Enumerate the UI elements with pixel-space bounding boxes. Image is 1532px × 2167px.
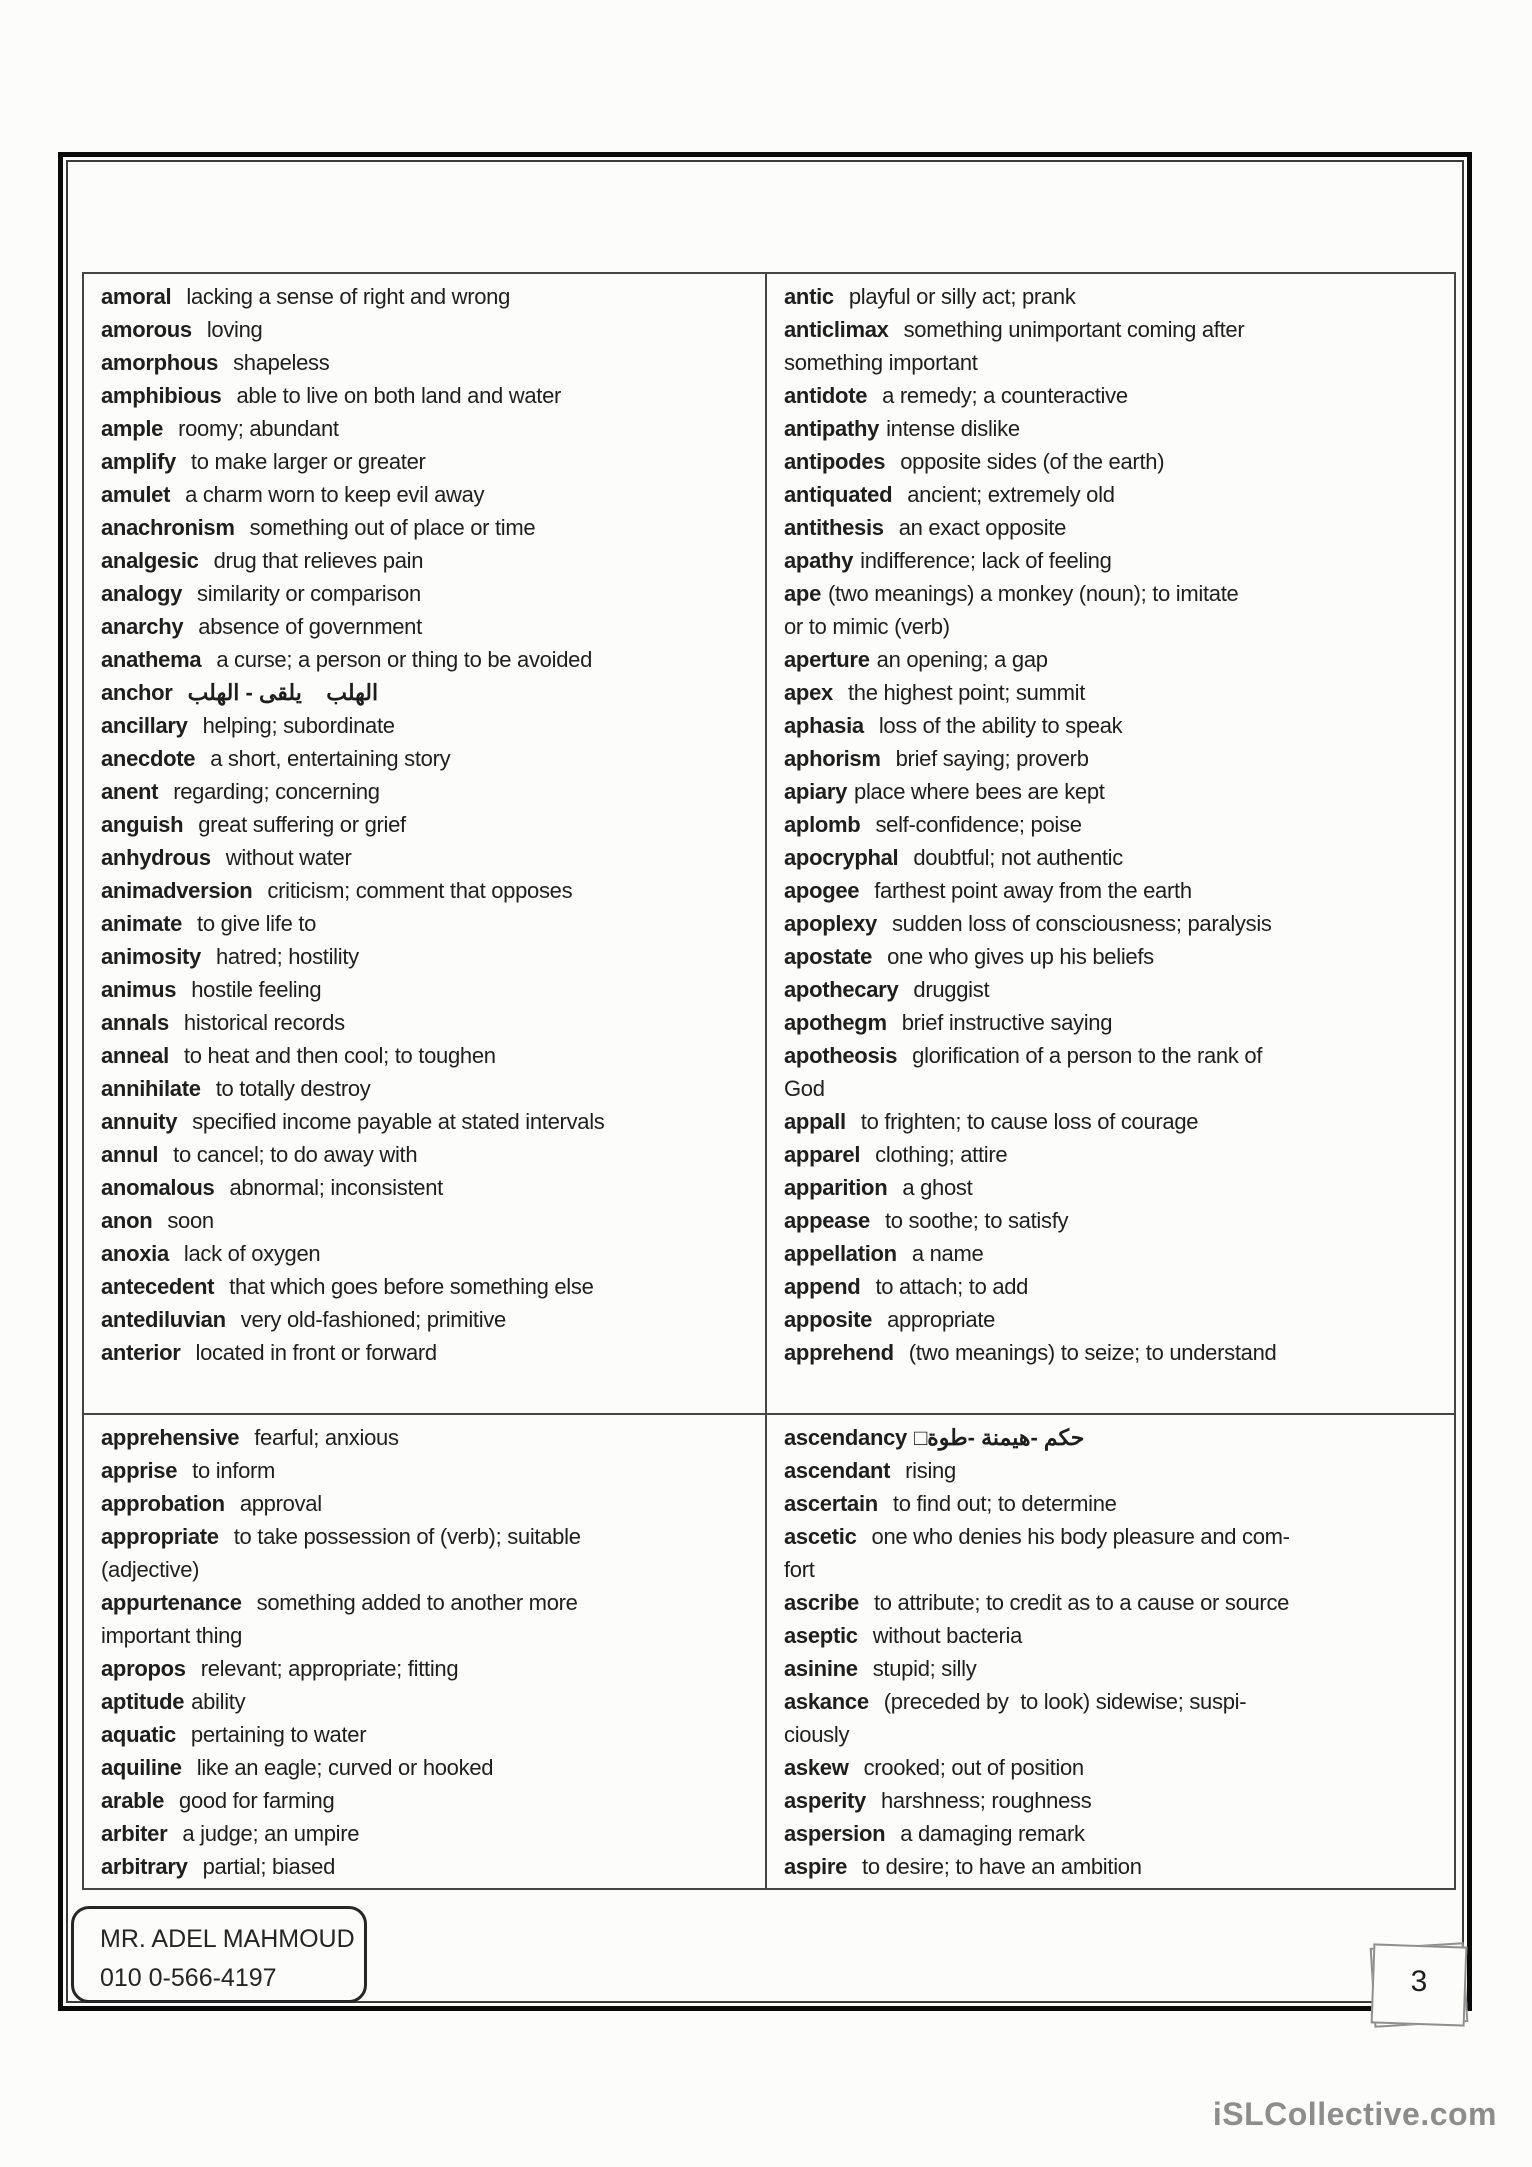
vocab-entry xyxy=(101,643,757,676)
headword: aperture xyxy=(784,647,870,672)
definition: roomy; abundant xyxy=(178,416,339,441)
headword: anchor xyxy=(101,680,173,705)
definition: abnormal; inconsistent xyxy=(229,1175,443,1200)
vocab-entry xyxy=(784,1303,1446,1336)
vocab-entry xyxy=(101,1454,757,1487)
definition: sudden loss of consciousness; paralysis xyxy=(891,911,1272,936)
footer-credit-box xyxy=(71,1906,367,2003)
headword: askew xyxy=(784,1755,849,1780)
definition: (two meanings) to seize; to understand xyxy=(908,1340,1277,1365)
definition-continuation: ciously xyxy=(784,1722,850,1747)
definition: located in front or forward xyxy=(195,1340,437,1365)
definition: to inform xyxy=(192,1458,276,1483)
vocab-entry xyxy=(784,478,1446,511)
headword: apothecary xyxy=(784,977,899,1002)
headword: apprise xyxy=(101,1458,178,1483)
headword: arable xyxy=(101,1788,165,1813)
vocab-entry xyxy=(101,1204,757,1237)
definition: stupid; silly xyxy=(872,1656,977,1681)
headword: ascendant xyxy=(784,1458,891,1483)
vocab-entry xyxy=(784,874,1446,907)
headword: ascendancy xyxy=(784,1425,907,1450)
vocab-entry xyxy=(101,1270,757,1303)
headword: ample xyxy=(101,416,164,441)
definition: great suffering or grief xyxy=(198,812,406,837)
headword: anent xyxy=(101,779,159,804)
headword: appellation xyxy=(784,1241,897,1266)
definition: one who gives up his beliefs xyxy=(887,944,1154,969)
vocab-entry xyxy=(101,676,757,709)
vocab-entry xyxy=(101,874,757,907)
definition: shapeless xyxy=(233,350,330,375)
definition: hatred; hostility xyxy=(216,944,359,969)
section-2-right-column xyxy=(767,1415,1454,1888)
headword: apoplexy xyxy=(784,911,877,936)
definition: loss of the ability to speak xyxy=(878,713,1123,738)
headword: aplomb xyxy=(784,812,861,837)
definition: an exact opposite xyxy=(898,515,1067,540)
definition: playful or silly act; prank xyxy=(848,284,1076,309)
definition: to desire; to have an ambition xyxy=(862,1854,1142,1879)
definition: drug that relieves pain xyxy=(213,548,424,573)
headword: arbiter xyxy=(101,1821,168,1846)
headword: analgesic xyxy=(101,548,199,573)
vocab-entry xyxy=(784,313,1446,346)
headword: apogee xyxy=(784,878,860,903)
vocab-entry xyxy=(784,709,1446,742)
definition: brief instructive saying xyxy=(901,1010,1113,1035)
section-1-left-column xyxy=(84,274,767,1415)
headword: antipodes xyxy=(784,449,886,474)
definition: ability xyxy=(191,1689,246,1714)
definition: soon xyxy=(167,1208,214,1233)
definition: a short, entertaining story xyxy=(210,746,451,771)
definition: ancient; extremely old xyxy=(907,482,1115,507)
definition: opposite sides (of the earth) xyxy=(900,449,1165,474)
definition-continuation: something important xyxy=(784,350,978,375)
headword: amorphous xyxy=(101,350,219,375)
definition: approval xyxy=(239,1491,322,1516)
vocab-entry xyxy=(101,1006,757,1039)
headword: apotheosis xyxy=(784,1043,898,1068)
vocab-entry xyxy=(101,1751,757,1784)
definition: good for farming xyxy=(179,1788,335,1813)
definition: that which goes before something else xyxy=(229,1274,594,1299)
definition-continuation: or to mimic (verb) xyxy=(784,614,950,639)
definition: a damaging remark xyxy=(900,1821,1085,1846)
headword: amplify xyxy=(101,449,176,474)
headword: apposite xyxy=(784,1307,873,1332)
vocab-entry xyxy=(784,1487,1446,1520)
definition-continuation: God xyxy=(784,1076,825,1101)
definition: to soothe; to satisfy xyxy=(884,1208,1069,1233)
vocab-entry xyxy=(101,841,757,874)
vocab-entry xyxy=(784,511,1446,544)
headword: apex xyxy=(784,680,833,705)
definition: to heat and then cool; to toughen xyxy=(183,1043,496,1068)
vocab-entry xyxy=(784,1039,1446,1072)
vocab-entry xyxy=(101,1171,757,1204)
vocab-entry xyxy=(784,940,1446,973)
headword: animadversion xyxy=(101,878,253,903)
headword: annals xyxy=(101,1010,169,1035)
definition: relevant; appropriate; fitting xyxy=(200,1656,459,1681)
headword: appurtenance xyxy=(101,1590,242,1615)
headword: amulet xyxy=(101,482,171,507)
vocab-entry xyxy=(101,544,757,577)
vocab-entry xyxy=(784,1138,1446,1171)
headword: appall xyxy=(784,1109,846,1134)
headword: antecedent xyxy=(101,1274,215,1299)
definition: a charm worn to keep evil away xyxy=(185,482,485,507)
definition: appropriate xyxy=(887,1307,996,1332)
definition: to attach; to add xyxy=(875,1274,1029,1299)
definition: to attribute; to credit as to a cause or source xyxy=(873,1590,1290,1615)
headword: antic xyxy=(784,284,834,309)
definition: druggist xyxy=(913,977,990,1002)
definition: (two meanings) a monkey (noun); to imitate xyxy=(828,581,1239,606)
headword: anon xyxy=(101,1208,153,1233)
headword: amorous xyxy=(101,317,192,342)
vocab-entry xyxy=(784,808,1446,841)
vocab-entry xyxy=(784,742,1446,775)
headword: apropos xyxy=(101,1656,186,1681)
headword: anachronism xyxy=(101,515,235,540)
definition: clothing; attire xyxy=(875,1142,1008,1167)
definition: rising xyxy=(905,1458,956,1483)
vocab-entry xyxy=(101,973,757,1006)
vocab-entry xyxy=(784,1850,1446,1883)
headword: anneal xyxy=(101,1043,169,1068)
headword: annihilate xyxy=(101,1076,201,1101)
headword: annul xyxy=(101,1142,159,1167)
vocab-entry xyxy=(784,973,1446,1006)
definition: farthest point away from the earth xyxy=(874,878,1192,903)
headword: ascertain xyxy=(784,1491,878,1516)
definition: glorification of a person to the rank of xyxy=(912,1043,1263,1068)
definition: lack of oxygen xyxy=(183,1241,321,1266)
vocab-entry xyxy=(101,709,757,742)
headword: anecdote xyxy=(101,746,196,771)
headword: approbation xyxy=(101,1491,225,1516)
vocab-entry xyxy=(101,1487,757,1520)
vocab-entry xyxy=(101,808,757,841)
headword: ancillary xyxy=(101,713,188,738)
vocab-entry xyxy=(101,1850,757,1883)
section-1-right-column xyxy=(767,274,1454,1415)
vocab-entry xyxy=(101,1237,757,1270)
headword: aphasia xyxy=(784,713,864,738)
vocab-entry xyxy=(784,1204,1446,1237)
definition: like an eagle; curved or hooked xyxy=(196,1755,494,1780)
vocab-entry xyxy=(784,544,1446,577)
vocab-entry xyxy=(784,841,1446,874)
vocab-entry xyxy=(101,280,757,313)
headword: aspersion xyxy=(784,1821,886,1846)
vocab-entry xyxy=(784,412,1446,445)
headword: antediluvian xyxy=(101,1307,226,1332)
headword: apocryphal xyxy=(784,845,899,870)
definition: harshness; roughness xyxy=(880,1788,1092,1813)
definition: without water xyxy=(225,845,352,870)
definition: to cancel; to do away with xyxy=(173,1142,418,1167)
headword: aspire xyxy=(784,1854,848,1879)
vocab-entry xyxy=(101,1685,757,1718)
vocab-entry xyxy=(784,1817,1446,1850)
vocab-entry xyxy=(784,280,1446,313)
vocab-entry xyxy=(784,445,1446,478)
author-phone: 010 0-566-4197 xyxy=(100,1964,277,1992)
headword: aquiline xyxy=(101,1755,182,1780)
vocab-entry xyxy=(101,742,757,775)
vocab-entry xyxy=(101,1138,757,1171)
arabic-gloss: حكم -هيمنة -طوة□ xyxy=(913,1425,1085,1450)
vocab-entry xyxy=(101,610,757,643)
vocab-entry xyxy=(101,775,757,808)
headword: apiary xyxy=(784,779,848,804)
headword: anticlimax xyxy=(784,317,889,342)
headword: anguish xyxy=(101,812,184,837)
headword: anomalous xyxy=(101,1175,215,1200)
headword: animate xyxy=(101,911,183,936)
headword: askance xyxy=(784,1689,869,1714)
headword: anterior xyxy=(101,1340,181,1365)
headword: antidote xyxy=(784,383,868,408)
definition: to take possession of (verb); suitable xyxy=(233,1524,581,1549)
vocab-entry xyxy=(784,1171,1446,1204)
headword: anathema xyxy=(101,647,202,672)
vocab-entry xyxy=(101,313,757,346)
definition-continuation: fort xyxy=(784,1557,815,1582)
definition: criticism; comment that opposes xyxy=(267,878,573,903)
headword: apothegm xyxy=(784,1010,887,1035)
headword: asperity xyxy=(784,1788,866,1813)
vocabulary-table xyxy=(82,272,1456,1890)
vocab-entry xyxy=(784,1270,1446,1303)
definition: something out of place or time xyxy=(249,515,536,540)
definition: (preceded by to look) sidewise; suspi- xyxy=(883,1689,1247,1714)
headword: apprehend xyxy=(784,1340,894,1365)
vocab-entry xyxy=(101,1105,757,1138)
definition: to give life to xyxy=(197,911,317,936)
vocab-entry xyxy=(784,1006,1446,1039)
vocab-entry xyxy=(101,412,757,445)
vocab-entry xyxy=(101,907,757,940)
definition: crooked; out of position xyxy=(863,1755,1084,1780)
definition: doubtful; not authentic xyxy=(913,845,1123,870)
definition: lacking a sense of right and wrong xyxy=(186,284,511,309)
definition: partial; biased xyxy=(202,1854,336,1879)
definition: similarity or comparison xyxy=(197,581,421,606)
definition: place where bees are kept xyxy=(854,779,1105,804)
vocab-entry xyxy=(101,1784,757,1817)
headword: apparition xyxy=(784,1175,888,1200)
headword: aphorism xyxy=(784,746,881,771)
headword: apostate xyxy=(784,944,873,969)
definition: self-confidence; poise xyxy=(875,812,1082,837)
definition: loving xyxy=(206,317,263,342)
vocab-entry xyxy=(101,1072,757,1105)
vocab-entry xyxy=(784,1784,1446,1817)
vocab-entry xyxy=(784,1586,1446,1619)
definition: one who denies his body pleasure and com- xyxy=(871,1524,1290,1549)
vocab-entry xyxy=(784,379,1446,412)
arabic-gloss: الهلب يلقى - الهلب xyxy=(187,680,379,705)
vocab-entry xyxy=(101,1586,757,1619)
headword: ascribe xyxy=(784,1590,859,1615)
headword: aquatic xyxy=(101,1722,176,1747)
page-number-badge xyxy=(1368,1941,1470,2029)
headword: aseptic xyxy=(784,1623,858,1648)
definition: a name xyxy=(911,1241,984,1266)
definition: hostile feeling xyxy=(191,977,322,1002)
definition: absence of government xyxy=(198,614,422,639)
definition: the highest point; summit xyxy=(847,680,1086,705)
headword: antipathy xyxy=(784,416,880,441)
definition: intense dislike xyxy=(886,416,1020,441)
vocab-entry xyxy=(101,1652,757,1685)
definition: brief saying; proverb xyxy=(895,746,1089,771)
vocab-entry xyxy=(784,1237,1446,1270)
definition: pertaining to water xyxy=(190,1722,367,1747)
headword: analogy xyxy=(101,581,183,606)
headword: asinine xyxy=(784,1656,858,1681)
vocab-entry xyxy=(101,1718,757,1751)
vocab-entry xyxy=(101,577,757,610)
vocab-entry xyxy=(784,1652,1446,1685)
definition: to totally destroy xyxy=(215,1076,371,1101)
vocab-entry xyxy=(101,511,757,544)
headword: arbitrary xyxy=(101,1854,188,1879)
vocab-entry xyxy=(784,676,1446,709)
definition: to frighten; to cause loss of courage xyxy=(860,1109,1199,1134)
vocab-entry xyxy=(784,577,1446,610)
definition: very old-fashioned; primitive xyxy=(240,1307,506,1332)
vocab-entry xyxy=(784,1751,1446,1784)
definition: something unimportant coming after xyxy=(903,317,1245,342)
definition: fearful; anxious xyxy=(254,1425,399,1450)
headword: annuity xyxy=(101,1109,178,1134)
definition: a judge; an umpire xyxy=(182,1821,360,1846)
headword: anarchy xyxy=(101,614,184,639)
vocab-entry xyxy=(784,1685,1446,1718)
definition-continuation: (adjective) xyxy=(101,1557,200,1582)
headword: antithesis xyxy=(784,515,884,540)
vocab-entry xyxy=(101,1303,757,1336)
definition: a ghost xyxy=(902,1175,973,1200)
vocab-entry xyxy=(784,1421,1446,1454)
headword: aptitude xyxy=(101,1689,185,1714)
headword: amoral xyxy=(101,284,172,309)
vocab-entry xyxy=(101,1421,757,1454)
vocab-entry xyxy=(784,643,1446,676)
headword: appease xyxy=(784,1208,870,1233)
headword: ape xyxy=(784,581,822,606)
section-2-left-column xyxy=(84,1415,767,1888)
vocab-entry xyxy=(784,775,1446,808)
definition: a curse; a person or thing to be avoided xyxy=(216,647,593,672)
watermark: iSLCollective.com xyxy=(1212,2096,1497,2132)
definition: to make larger or greater xyxy=(190,449,426,474)
headword: appropriate xyxy=(101,1524,219,1549)
vocab-entry xyxy=(784,1520,1446,1553)
definition: to find out; to determine xyxy=(892,1491,1117,1516)
vocab-entry xyxy=(101,940,757,973)
definition: historical records xyxy=(183,1010,345,1035)
vocab-entry xyxy=(784,907,1446,940)
definition: a remedy; a counteractive xyxy=(882,383,1128,408)
vocab-entry xyxy=(101,1336,757,1369)
headword: animus xyxy=(101,977,177,1002)
definition: an opening; a gap xyxy=(876,647,1048,672)
vocab-entry xyxy=(101,478,757,511)
headword: ascetic xyxy=(784,1524,857,1549)
vocab-entry xyxy=(784,1336,1446,1369)
headword: apathy xyxy=(784,548,854,573)
author-name: MR. ADEL MAHMOUD xyxy=(100,1925,355,1953)
vocab-entry xyxy=(784,1454,1446,1487)
headword: apprehensive xyxy=(101,1425,240,1450)
vocab-entry xyxy=(101,1039,757,1072)
definition: helping; subordinate xyxy=(202,713,395,738)
headword: apparel xyxy=(784,1142,861,1167)
definition: specified income payable at stated intervals xyxy=(192,1109,605,1134)
headword: anhydrous xyxy=(101,845,211,870)
vocab-entry xyxy=(101,346,757,379)
vocab-entry xyxy=(784,1619,1446,1652)
definition: indifference; lack of feeling xyxy=(860,548,1112,573)
definition: able to live on both land and water xyxy=(236,383,562,408)
definition: something added to another more xyxy=(256,1590,578,1615)
vocab-entry xyxy=(101,445,757,478)
vocab-entry xyxy=(101,1817,757,1850)
definition: regarding; concerning xyxy=(173,779,380,804)
definition: without bacteria xyxy=(872,1623,1023,1648)
page-number: 3 xyxy=(1410,1965,1428,1998)
vocab-entry xyxy=(784,1105,1446,1138)
headword: anoxia xyxy=(101,1241,169,1266)
vocab-entry xyxy=(101,1520,757,1553)
headword: antiquated xyxy=(784,482,893,507)
definition-continuation: important thing xyxy=(101,1623,243,1648)
vocab-entry xyxy=(101,379,757,412)
headword: amphibious xyxy=(101,383,222,408)
headword: append xyxy=(784,1274,861,1299)
headword: animosity xyxy=(101,944,201,969)
